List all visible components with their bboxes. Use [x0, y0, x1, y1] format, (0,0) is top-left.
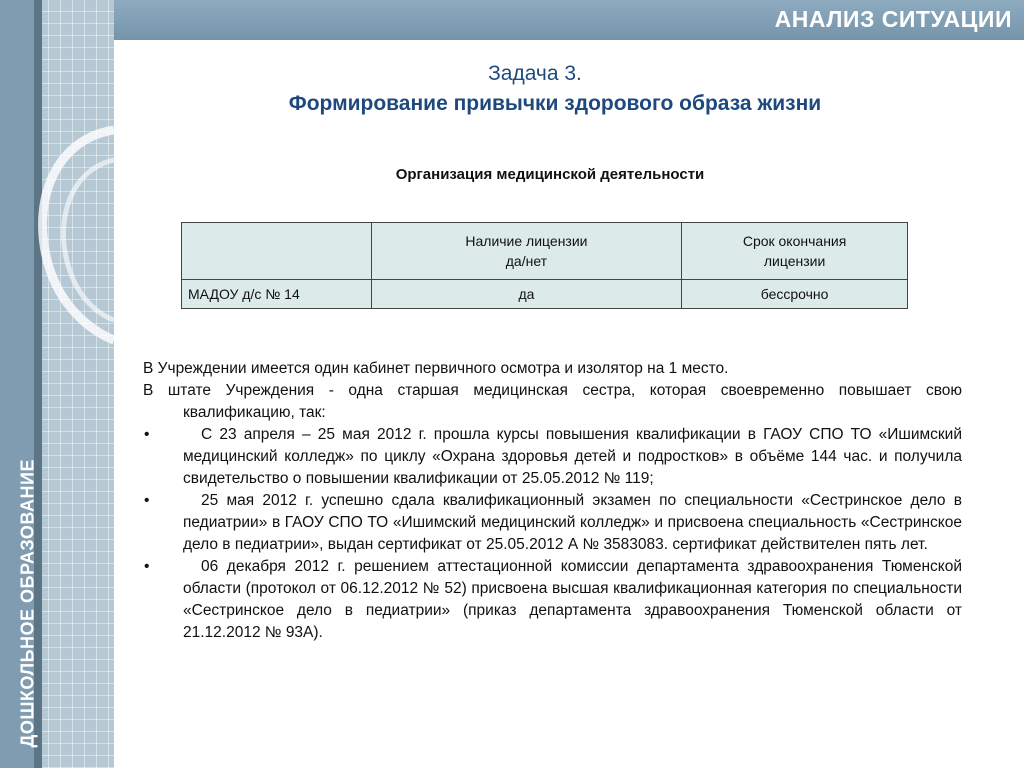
header-title: АНАЛИЗ СИТУАЦИИ — [774, 6, 1012, 32]
header-bar — [114, 0, 1024, 40]
vertical-label-text: ДОШКОЛЬНОЕ ОБРАЗОВАНИЕ — [17, 459, 38, 748]
table-header-cell — [371, 223, 681, 280]
list-item-text: С 23 апреля – 25 мая 2012 г. прошла курсы повышения квалификации в ГАОУ СПО ТО «Ишимский медицинский колледж» по циклу «Охрана здоровья детей и подростков» в объёме 144 час. и получила свидетельство о повышении квалификации от 25.05.2012 № 119; — [183, 426, 962, 487]
task-number: Задача 3. — [488, 62, 582, 85]
list-item-text: 25 мая 2012 г. успешно сдала квалификационный экзамен по специальности «Сестринское дело в педиатрии» в ГАОУ СПО ТО «Ишимский медицинский колледж» и присвоена специальность «Сестринское дело в педиатрии», выдан сертификат от 25.05.2012 А № 3583083. сертификат действителен пять лет. — [183, 492, 962, 553]
section-heading: Организация медицинской деятельности — [395, 166, 705, 183]
table-cell: да — [371, 280, 681, 309]
bullet-mark: • — [144, 492, 150, 509]
table-cell: МАДОУ д/с № 14 — [182, 280, 372, 309]
table-header-row — [182, 223, 908, 280]
list-item — [143, 556, 962, 644]
table-row — [182, 280, 908, 309]
bullet-mark: • — [144, 426, 150, 443]
license-table — [181, 222, 908, 309]
table-cell: бессрочно — [682, 280, 908, 309]
bullet-mark: • — [144, 558, 150, 575]
list-item — [143, 490, 962, 556]
paragraph: В Учреждении имеется один кабинет первичного осмотра и изолятор на 1 место. — [143, 360, 729, 377]
list-item-text: 06 декабря 2012 г. решением аттестационной комиссии департамента здравоохранения Тюменской области (протокол от 06.12.2012 № 52) присвоена высшая квалификационная категория по специальности «Сестринское дело в педиатрии» (приказ департамента здравоохранения Тюменской области от 21.12.2012 № 93А). — [183, 558, 962, 641]
paragraph: В штате Учреждения - одна старшая медицинская сестра, которая своевременно повышает свою квалификацию, так: — [143, 382, 962, 421]
list-item — [143, 424, 962, 490]
header-license-text: Наличие лицензии да/нет — [465, 233, 588, 269]
decorative-swoosh — [30, 120, 114, 350]
task-title: Формирование привычки здорового образа жизни — [288, 92, 822, 115]
table-header-cell — [182, 223, 372, 280]
table-header-cell: Срок окончания лицензии — [682, 223, 908, 280]
body-text — [143, 358, 962, 644]
vertical-section-label — [0, 440, 36, 768]
